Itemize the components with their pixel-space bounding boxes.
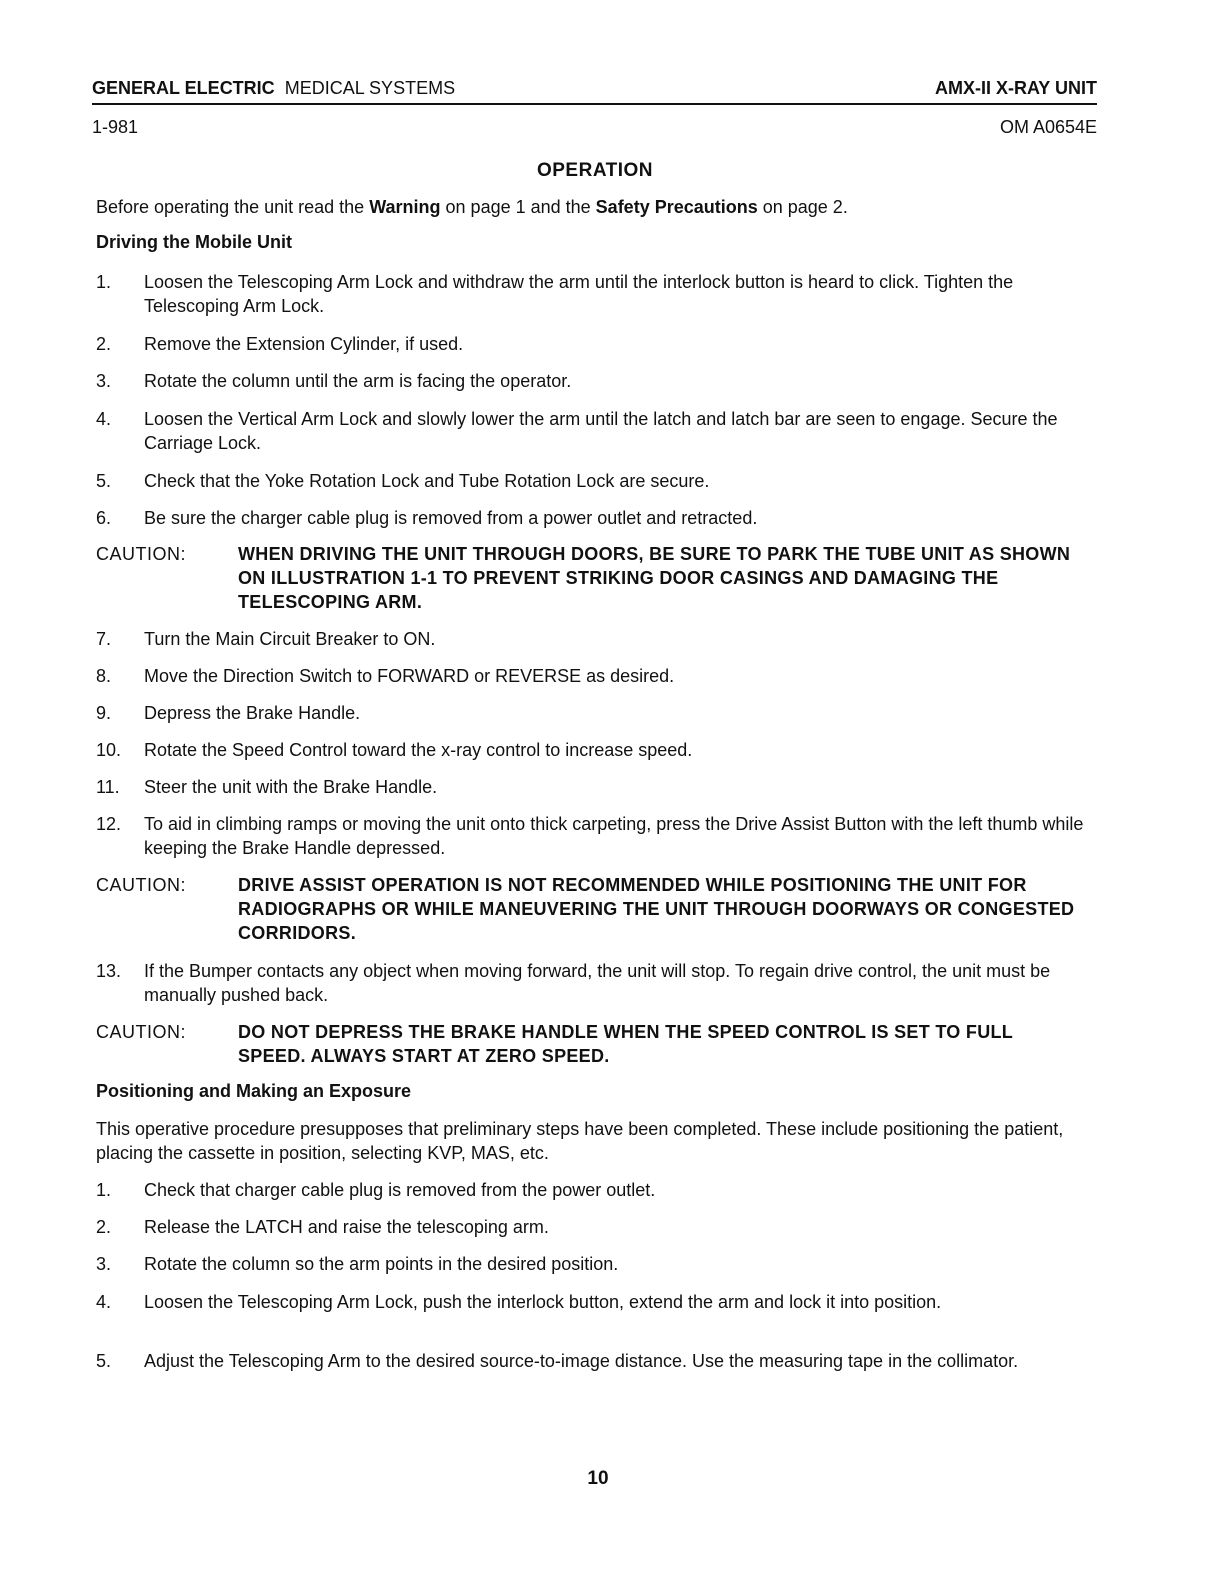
exposure-heading: Positioning and Making an Exposure [96,1081,412,1101]
exposure-intro-paragraph: This operative procedure presupposes that preliminary steps have been completed. These include positioning the patient, placing the cassette in position, selecting KVP, MAS, etc. [96,1119,1064,1163]
header-date-code: 1-981 [92,117,139,137]
caution-label: CAUTION: [96,544,187,564]
page-number: 10 [587,1468,609,1489]
header-doc-number: OM A0654E [999,117,1097,137]
caution-text: WHEN DRIVING THE UNIT THROUGH DOORS, BE SURE TO PARK THE TUBE UNIT AS SHOWN ON ILLUSTRATION 1-1 TO PREVENT STRIKING DOOR CASINGS AND DAMAGING THE TELESCOPING ARM. [238,544,1071,612]
caution-label: CAUTION: [96,1022,187,1042]
header-company-line [92,78,455,99]
header-company: GENERAL ELECTRIC [92,78,275,98]
header-rule [92,103,1097,105]
header-product: AMX-II X-RAY UNIT [934,78,1097,98]
caution-label: CAUTION: [96,875,187,895]
caution-text: DO NOT DEPRESS THE BRAKE HANDLE WHEN THE SPEED CONTROL IS SET TO FULL SPEED. ALWAYS START AT ZERO SPEED. [238,1022,1013,1066]
intro-paragraph: Before operating the unit read the Warning on page 1 and the Safety Precautions on page 2. [96,197,848,217]
running-header [92,78,1097,102]
driving-heading: Driving the Mobile Unit [96,232,292,252]
section-title: OPERATION [536,160,654,181]
header-division: MEDICAL SYSTEMS [284,78,456,98]
safety-precautions-ref: Safety Precautions [595,197,758,217]
header-subline [92,117,1097,141]
document-page: GENERAL ELECTRIC MEDICAL SYSTEMS AMX-II X-RAY UNIT 1-981 OM A0654E OPERATION Before operating the unit read the Warning on page 1 and the Safety Precautions on page 2. Driving the Mobile Unit 1. Loosen the Telescoping Arm Lock and withdraw the arm until the interlock button is heard to click. Tighten the Telescoping Arm Lock. 2. Remove the Extension Cylinder, if used. 3. Rotate the column until the arm is facing the operator. 4. Loosen the Vertical Arm Lock and slowly lower the arm until the latch and latch bar are seen to engage. Secure the Carriage Lock. 5. Check that the Yoke Rotation Lock and Tube Rotation Lock are secure. 6. Be sure the charger cable plug is removed from a power outlet and retracted. CAUTION: WHEN DRIVING THE UNIT THROUGH DOORS, BE SURE TO PARK THE TUBE UNIT AS SHOWN ON ILLUSTRATION 1-1 TO PREVENT STRIKING DOOR CASINGS AND DAMAGING THE TELESCOPING ARM. 7. Turn the Main Circuit Breaker to ON. 8. Move the Direction Switch to FORWARD or REVERSE as desired. 9. Depress the Brake Handle. 10. Rotate the Speed Control toward the x-ray control to increase speed. 11. Steer the unit with the Brake Handle. 12. To aid in climbing ramps or moving the unit onto thick carpeting, press the Drive Assist Button with the left thumb while keeping the Brake Handle depressed. CAUTION: DRIVE ASSIST OPERATION IS NOT RECOMMENDED WHILE POSITIONING THE UNIT FOR RADIOGRAPHS OR WHILE MANEUVERING THE UNIT THROUGH DOORWAYS OR CONGESTED CORRIDORS. 13. If the Bumper contacts any object when moving forward, the unit will stop. To regain drive control, the unit must be manually pushed back. CAUTION: DO NOT DEPRESS THE BRAKE HANDLE WHEN THE SPEED CONTROL IS SET TO FULL SPEED. ALWAYS START AT ZERO SPEED. Positioning and Making an Exposure This operative procedure presupposes that preliminary steps have been completed. These include positioning the patient, placing the cassette in position, selecting KVP, MAS, etc. 1. Check that charger cable plug is removed from the power outlet. 2. Release the LATCH and raise the telescoping arm. 3. Rotate the column so the arm points in the desired position. 4. Loosen the Telescoping Arm Lock, push the interlock button, extend the arm and lock it into position. 5. Adjust the Telescoping Arm to the desired source-to-image distance. Use the measuring tape in the collimator. 10 [0,0,1224,1584]
warning-ref: Warning [369,197,441,217]
caution-text: DRIVE ASSIST OPERATION IS NOT RECOMMENDED WHILE POSITIONING THE UNIT FOR RADIOGRAPHS OR WHILE MANEUVERING THE UNIT THROUGH DOORWAYS OR CONGESTED CORRIDORS. [238,875,1075,943]
